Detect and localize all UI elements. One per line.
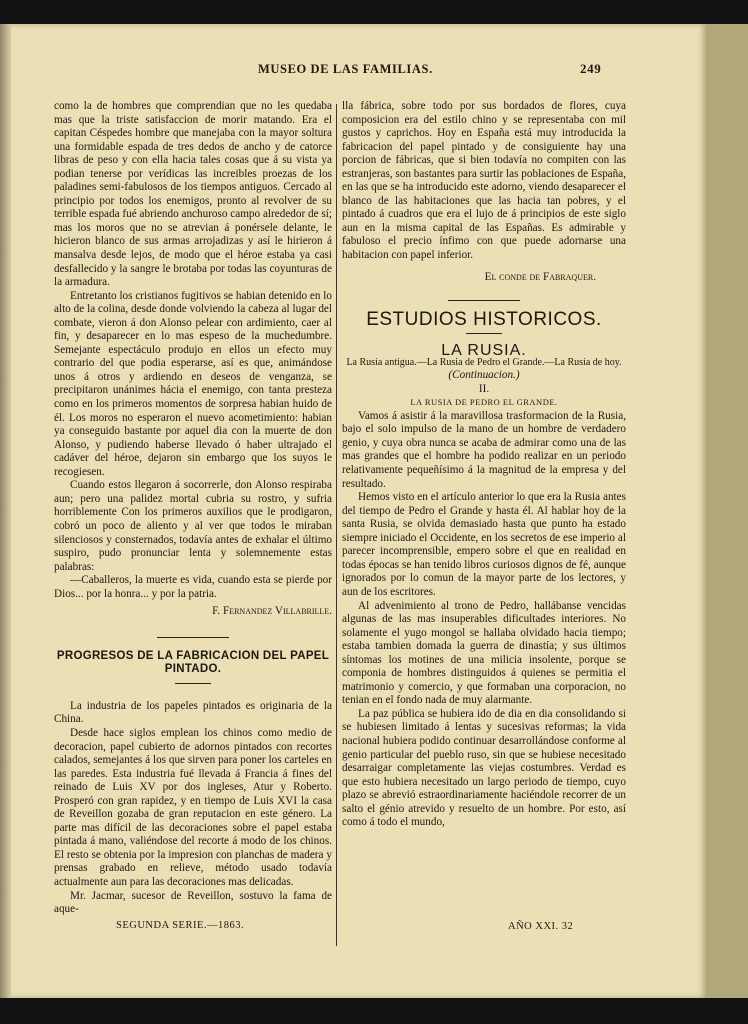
continuation-note: (Continuacion.)	[448, 369, 520, 382]
page-edge	[706, 24, 748, 998]
article-subtitle: LA RUSIA.	[441, 341, 527, 359]
right-column	[342, 100, 626, 830]
separator-rule	[448, 300, 520, 301]
paragraph: Hemos visto en el artículo anterior lo que era la Rusia antes del tiempo de Pedro el Grande y hasta él. Al hablar hoy de la santa Rusia, se olvida demasiado hasta que punto ha estado siempre iniciado el Occidente, en los secretos de ese imperio al parecer incomprensible, empero sobre el que en realidad en todas épocas se han tenido libros curiosos dignos de fé, aunque ignorados por lo comun de la mayor parte de los lectores, y aun de los escritores.	[342, 491, 626, 598]
running-title: MUSEO DE LAS FAMILIAS.	[258, 62, 433, 76]
paragraph: Cuando estos llegaron á socorrerle, don Alonso respiraba aun; pero una palidez mortal cubria su rostro, y sufria horriblemente Con los primeros auxilios que le prodigaron, cobró un poco de aliento y al ver que todos le miraban silenciosos y consternados, todavía antes de exhalar el último suspiro, pudo pronunciar lenta y solemnemente estas palabras:	[54, 479, 332, 573]
article-summary: La Rusia antigua.—La Rusia de Pedro el Grande.—La Rusia de hoy.	[346, 357, 622, 369]
book-page	[0, 24, 706, 998]
paragraph: La industria de los papeles pintados es originaria de la China.	[54, 699, 332, 726]
page-binding	[0, 24, 11, 998]
paragraph: —Caballeros, la muerte es vida, cuando esta se pierde por Dios... por la honra... y por la patria.	[54, 574, 332, 600]
paragraph: La paz pública se hubiera ido de dia en dia consolidando si se hubiesen limitado á lentas y sucesivas reformas; la vida nacional hubiera podido continuar desarrollándose conforme al genio particular del pueblo ruso, sin que se hubiese necesitado desarraigar completamente las viejas costumbres. Verdad es que esto hubiera necesitado un largo periodo de tiempo, cuyo plazo se abrevió estraordinariamente haciéndole recorrer de un salto el génio atrevido y resuelto de un hombre. Por esto, así como á todo el mundo,	[342, 707, 626, 829]
paragraph: Vamos á asistir á la maravillosa trasformacion de la Rusia, bajo el solo impulso de la mano de un hombre de verdadero genio, y cuya obra nunca se acaba de admirar como una de las mas grandes que el hombre ha podido realizar en un periodo relativamente pequeñísimo á la magnitud de la empresa y del resultado.	[342, 409, 626, 490]
paragraph: Mr. Jacmar, sucesor de Reveillon, sostuvo la fama de aque-	[54, 889, 332, 916]
page-number: 249	[580, 61, 602, 76]
chapter-number: II.	[478, 382, 490, 395]
footer-volume: AÑO XXI. 32	[508, 921, 574, 932]
title-rule	[466, 333, 502, 334]
author-signature: F. Fernandez Villabrille.	[212, 605, 332, 618]
chapter-title: LA RUSIA DE PEDRO EL GRANDE.	[410, 397, 558, 408]
paragraph: como la de hombres que comprendian que no les quedaba mas que la triste satisfaccion de morir matando. Era el capitan Céspedes hombre que manejaba con la mayor soltura una formidable espada de tres dedos de ancho y de catorce libras de peso y con ella hacia tales cosas que á su vista ya podian tenerse por verídicas las increibles proezas de los paladines semi-fabulosos de los tiempos antiguos. Cercado al principio por todos los enemigos, pronto al revolver de su terrible espada fué abriendo anchuroso campo alrededor de sí; mas los moros que no se atrevian á ponérsele delante, le hicieron blanco de sus armas arrojadizas y así le hirieron á mansalva desde lejos, de modo que el héroe estaba ya casi desfallecido y la sangre le brotaba por todas las coyunturas de la armadura.	[54, 100, 332, 289]
paragraph: Desde hace siglos emplean los chinos como medio de decoracion, papel cubierto de adornos pintados con recortes calados, semejantes á los que sirven para poner los carteles en las paredes. Esta industria fué llevada á Francia á fines del reinado de Luis XV por dos ingleses, Atur y Roberto. Prosperó con gran rapidez, y en tiempo de Luis XVI la casa de Reveillon gozaba de gran reputacion en este género. La parte mas difícil de las decoraciones sobre el papel estaba pintada á mano, valiéndose del recorte á modo de los chinos. El resto se obtenia por la impresion con planchas de madera y prensas grabado en relieve, método usado todavía actualmente aun para las decoraciones mas delicadas.	[54, 726, 332, 888]
section-title: PROGRESOS DE LA FABRICACION DEL PAPEL PINTADO.	[56, 649, 330, 676]
footer-series: SEGUNDA SERIE.—1863.	[116, 920, 245, 931]
column-divider	[336, 104, 337, 946]
author-signature: El conde de Fabraquer.	[484, 270, 596, 283]
paragraph: lla fábrica, sobre todo por sus bordados de flores, cuya composicion era del estilo chino y se representaba con mil gustos y caprichos. Hoy en España está muy introducida la fabricacion del papel pintado y de consiguiente hay una porcion de fábricas, que si bien todavía no compiten con las estranjeras, son bastantes para surtir las poblaciones de España, en las que se ha introducido este adorno, viendo desaparecer el blanco de las habitaciones que las hacia tan pobres, y el pintado á cuadros que era el lujo de á principios de este siglo aun en la misma capital de las Españas. Es admirable y fabuloso el precio ínfimo con que puede adornarse una habitacion con papel inferior.	[342, 100, 626, 262]
paragraph: Al advenimiento al trono de Pedro, hallábanse vencidas algunas de las mas insuperables dificultades interiores. No solamente el yugo mongol se hallaba olvidado hacia tiempo; estaba tambien domada la guerra de dinastía; y sus últimos síntomas los motines de una milicia insolente, porque se componia de hombres distinguidos á quienes se permitia el matrimonio y comercio, y que formaban una corporacion, no tenian en el fondo nada de muy alarmante.	[342, 599, 626, 707]
paragraph: Entretanto los cristianos fugitivos se habian detenido en lo alto de la colina, desde donde volviendo la cabeza al lugar del combate, vieron á don Alonso pelear con ardimiento, caer al fin, y desaparecer en lo mas espeso de la muchedumbre. Semejante espectáculo produjo en ellos un efecto muy contrario del que podia esperarse, así es que, animándose unos á otros y ardiendo en deseos de venganza, se precipitaron unánimes hácia el enemigo, con tanta presteza como en los primeros momentos de sorpresa habian huido de él. Los moros no esperaron el nuevo acometimiento: habian ya conseguido bastante por aquel dia con la muerte de don Alonso, y pudiendo haberse llevado ó haber ultrajado el cadáver del héroe, dejaron sin embargo que los suyos le recogiesen.	[54, 289, 332, 478]
title-rule	[175, 683, 211, 684]
article-title: ESTUDIOS HISTORICOS.	[366, 309, 602, 331]
left-column	[54, 100, 332, 917]
separator-rule	[157, 637, 229, 638]
